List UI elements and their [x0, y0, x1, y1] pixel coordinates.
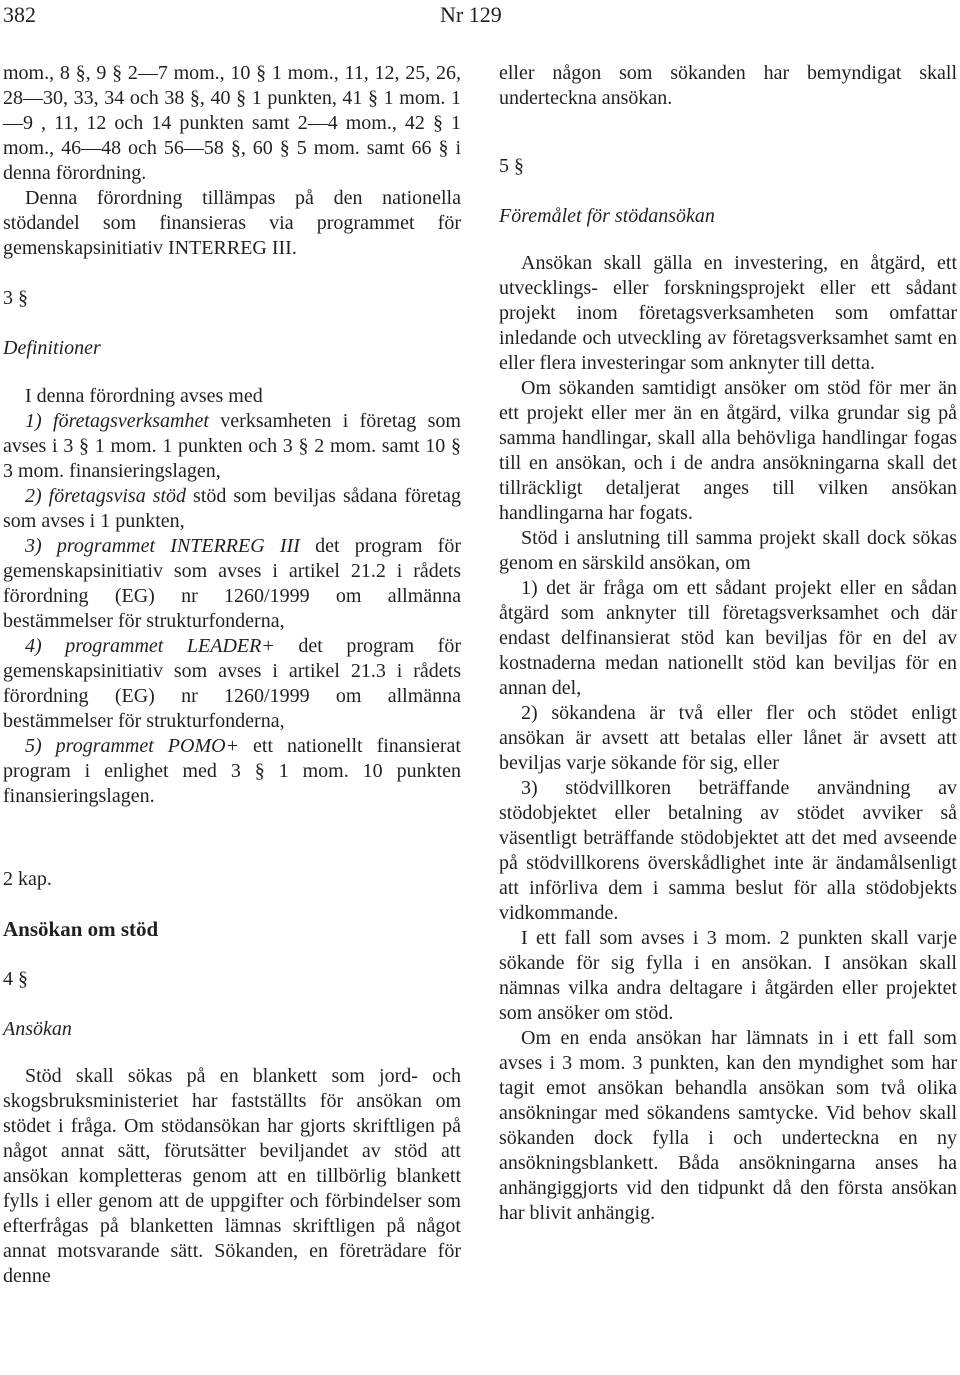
section-3-number: 3 §: [3, 287, 28, 309]
definition-text: stöd som beviljas sådana företag som avses i 1 punkten,: [3, 485, 462, 532]
definition-term: 5) programmet POMO+: [25, 735, 240, 757]
section-3-title: Definitioner: [3, 337, 101, 359]
section-5-paragraph-3: Stöd i anslutning till samma projekt skall dock sökas genom en särskild ansökan, om: [499, 527, 957, 574]
section-5-paragraph-2: Om sökanden samtidigt ansöker om stöd för mer än ett projekt eller mer än en åtgärd, vilka grundar sig på samma handlingar, skall alla behövliga handlingar fogas till en ansökan, och i de andra ansökningarna skall det tillräckligt detaljerat anges till vilken ansökan handlingarna har fogats.: [499, 377, 957, 524]
definition-text: det program för gemenskapsinitiativ som avses i artikel 21.2 i rådets förordning (EG) nr 1260/1999 om allmänna bestämmelser för strukturfonderna,: [3, 535, 461, 632]
definition-term: 3) programmet INTERREG III: [25, 535, 300, 557]
section-4-number: 4 §: [3, 968, 28, 990]
definition-text: det program för gemenskapsinitiativ som avses i artikel 21.3 i rådets förordning (EG) nr 1260/1999 om allmänna bestämmelser för strukturfonderna,: [3, 635, 462, 732]
section-4-paragraph: Stöd skall sökas på en blankett som jord- och skogsbruksministeriet har fastställts för ansökan om stödet i fråga. Om stödansökan har gjorts skriftligen på något annat sätt, förutsätter beviljandet av stöd att ansökan kompletteras genom att en tillbörlig blankett fylls i eller genom att de uppgifter och förbindelser som efterfrågas på blanketten lämnas skriftligen på något annat motsvarande sätt. Sökanden, en företrädare för denne: [3, 1065, 461, 1287]
section-5-item-2: 2) sökandena är två eller fler och stödet enligt ansökan är avsett att betalas eller lånet är avsett att beviljas varje sökande för sig, eller: [499, 702, 957, 774]
left-column: [3, 61, 461, 1289]
definition-1: [3, 409, 461, 484]
section-5-paragraph-4: I ett fall som avses i 3 mom. 2 punkten skall varje sökande för sig fylla i en ansökan. I ansökan skall nämnas vilka andra deltagare i åtgärden eller projektet som ansöker om stöd.: [499, 927, 957, 1024]
section-4-title: Ansökan: [3, 1018, 72, 1040]
section-3-paragraph: I denna förordning avses med: [25, 385, 263, 407]
continuation-paragraph: eller någon som sökanden har bemyndigat skall underteckna ansökan.: [499, 62, 957, 109]
definition-4: [3, 634, 461, 734]
section-5-number: 5 §: [499, 155, 524, 177]
definition-term: 4) programmet LEADER+: [25, 635, 275, 657]
definition-5: [3, 734, 461, 809]
definition-text: verksamheten i företag som avses i 3 § 1 mom. 1 punkten och 3 § 2 mom. samt 10 § 3 mom. finansieringslagen,: [3, 410, 461, 482]
intro-paragraph-1: mom., 8 §, 9 § 2—7 mom., 10 § 1 mom., 11, 12, 25, 26, 28—30, 33, 34 och 38 §, 40 § 1 punkten, 41 § 1 mom. 1—9 , 11, 12 och 14 punkten samt 2—4 mom., 42 § 1 mom., 46—48 och 56—58 §, 60 § 5 mom. samt 66 § i denna förordning.: [3, 62, 461, 184]
section-5-paragraph-5: Om en enda ansökan har lämnats in i ett fall som avses i 3 mom. 3 punkten, kan den myndighet som har tagit emot ansökan behandla ansökan som två olika ansökningar med sökandens samtycke. Vid behov skall sökanden dock fylla i och underteckna en ny ansökningsblankett. Båda ansökningarna anses ha anhängiggjorts vid den tidpunkt då den första ansökan har blivit anhängig.: [499, 1027, 957, 1224]
definition-term: 2) företagsvisa stöd: [25, 485, 187, 507]
section-5-item-1: 1) det är fråga om ett sådant projekt eller en sådan åtgärd som anknyter till företagsverksamhet och där endast delfinansierat stöd kan beviljas för en del av kostnaderna medan nationellt stöd kan beviljas för en annan del,: [499, 577, 957, 699]
page-number: 382: [3, 2, 36, 27]
right-column: [499, 61, 957, 1226]
chapter-title: Ansökan om stöd: [3, 917, 159, 941]
section-5-item-3: 3) stödvillkoren beträffande användning av stödobjektet eller betalning av stödet avviker så väsentligt beträffande stödobjektet att det med avseende på stödvillkorens överskådlighet inte är ändamålsenligt att införliva dem i samma beslut för alla stödobjekts vidkommande.: [499, 777, 957, 924]
chapter-number: 2 kap.: [3, 868, 52, 890]
issue-number: Nr 129: [440, 2, 502, 27]
definition-2: [3, 484, 461, 534]
section-5-paragraph-1: Ansökan skall gälla en investering, en åtgärd, ett utvecklings- eller forskningsprojekt eller ett sådant projekt inom företagsverksamheten som omfattar inledande och utveckling av företagsverksamhet samt en eller flera investeringar som anknyter till detta.: [499, 252, 957, 374]
definition-text: ett nationellt finansierat program i enlighet med 3 § 1 mom. 10 punkten finansieringslagen.: [3, 735, 461, 807]
intro-paragraph-2: Denna förordning tillämpas på den nationella stödandel som finansieras via programmet för gemenskapsinitiativ INTERREG III.: [3, 187, 461, 259]
section-5-title: Föremålet för stödansökan: [499, 205, 715, 227]
definition-3: [3, 534, 461, 634]
definition-term: 1) företagsverksamhet: [25, 410, 209, 432]
